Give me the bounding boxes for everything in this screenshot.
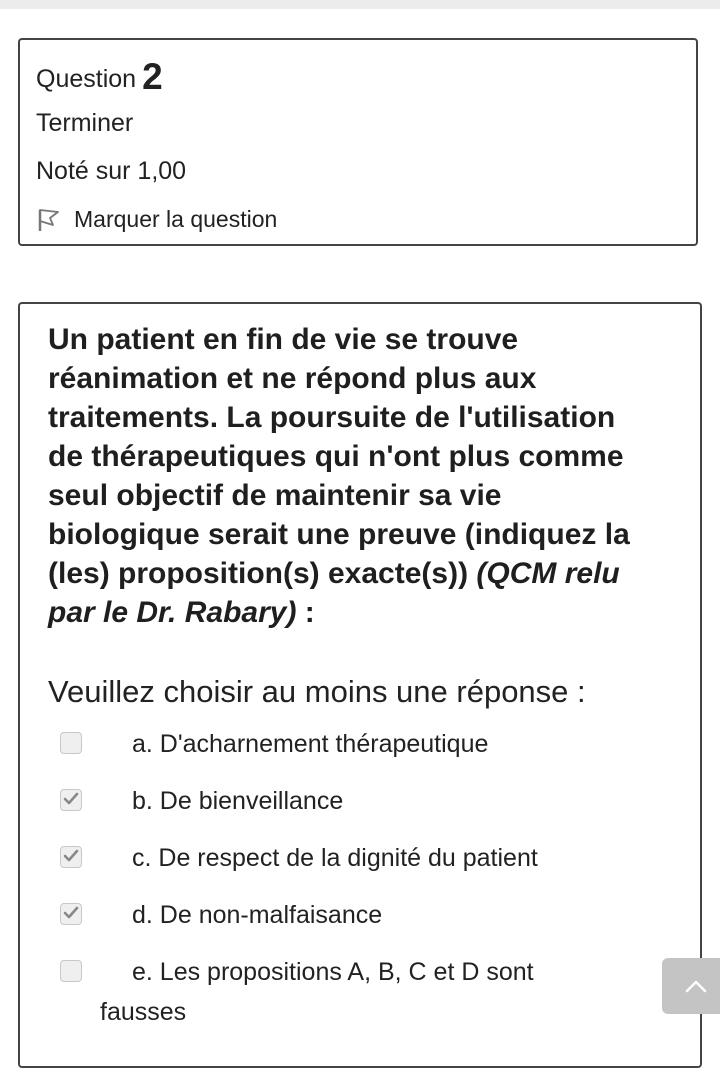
question-suffix: :: [296, 596, 315, 629]
question-info-panel: [18, 38, 698, 246]
flag-icon: [36, 207, 62, 233]
option-e-label-line2: fausses: [100, 998, 187, 1026]
flag-question-link[interactable]: [36, 206, 277, 233]
check-icon: [63, 791, 79, 807]
option-d-checkbox[interactable]: [60, 903, 82, 925]
question-label: Question: [36, 65, 137, 93]
option-b-checkbox[interactable]: [60, 789, 82, 811]
option-a-checkbox[interactable]: [60, 732, 82, 754]
check-icon: [63, 905, 79, 921]
question-state: Terminer: [36, 109, 134, 137]
check-icon: [63, 848, 79, 864]
scroll-to-top-button[interactable]: [662, 958, 720, 1014]
question-grade: Noté sur 1,00: [36, 157, 187, 185]
question-content-panel: [18, 302, 702, 1068]
question-text: [48, 320, 658, 632]
option-d[interactable]: [60, 895, 660, 935]
option-a-label: a. D'acharnement thérapeutique: [132, 730, 489, 758]
option-b[interactable]: [60, 781, 660, 821]
option-d-label: d. De non-malfaisance: [132, 901, 383, 929]
question-note: (QCM relu par le Dr. Rabary): [48, 557, 620, 629]
chevron-up-icon: [684, 978, 708, 994]
option-a[interactable]: [60, 724, 660, 764]
answer-prompt: Veuillez choisir au moins une réponse :: [48, 674, 586, 709]
flag-question-label: Marquer la question: [74, 206, 278, 232]
option-e-checkbox[interactable]: [60, 960, 82, 982]
option-c-checkbox[interactable]: [60, 846, 82, 868]
question-number: 2: [142, 56, 163, 97]
question-title: [36, 56, 163, 98]
top-strip: [0, 0, 720, 9]
option-c[interactable]: [60, 838, 660, 878]
option-c-label: c. De respect de la dignité du patient: [132, 844, 538, 872]
question-body: Un patient en fin de vie se trouve réanimation et ne répond plus aux traitements. La poursuite de l'utilisation de thérapeutiques qui n'ont plus comme seul objectif de maintenir sa vie biologique serait une preuve (indiquez la (les) proposition(s) exacte(s)): [48, 323, 630, 590]
option-e-label-line1: e. Les propositions A, B, C et D sont: [132, 958, 534, 986]
option-b-label: b. De bienveillance: [132, 787, 344, 815]
option-e[interactable]: [60, 952, 660, 1032]
